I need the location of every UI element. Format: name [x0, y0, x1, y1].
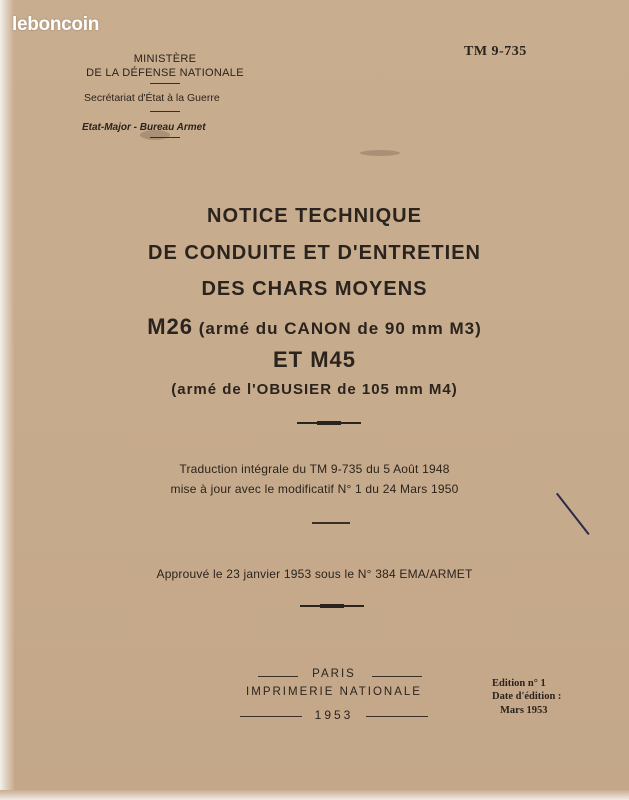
divider [150, 137, 180, 138]
ornament-center [317, 421, 341, 425]
imprint-city: PARIS [312, 668, 356, 680]
ornament-rule [297, 422, 361, 424]
stain-mark [360, 150, 400, 156]
model-name: M26 [147, 314, 194, 339]
approval-text: Approuvé le 23 janvier 1953 sous le N° 384 EMA/ARMET [156, 567, 473, 581]
imprint-year: 1953 [314, 708, 354, 722]
divider [312, 522, 350, 524]
ornament-rule [300, 605, 364, 607]
title-line: (armé de l'OBUSIER de 105 mm M4) [171, 381, 458, 398]
page-edge-left [0, 0, 14, 800]
ministry-line: MINISTÈRE [133, 53, 197, 65]
bureau-text: Etat-Major - Bureau Armet [82, 122, 206, 133]
title-line [0, 314, 629, 340]
divider [150, 111, 180, 112]
divider [150, 83, 180, 84]
translation-line: Traduction intégrale du TM 9-735 du 5 Août 1948 [179, 462, 450, 476]
edition-number: Edition n° 1 [492, 678, 546, 689]
edition-date: Mars 1953 [500, 705, 548, 716]
ministry-heading [70, 52, 260, 80]
ornament-center [320, 604, 344, 608]
imprint-printer: IMPRIMERIE NATIONALE [246, 686, 422, 698]
page-edge-bottom [0, 790, 629, 800]
tm-number: TM 9-735 [464, 44, 527, 59]
translation-line: mise à jour avec le modificatif N° 1 du 24 Mars 1950 [170, 482, 459, 496]
model-armament: (armé du CANON de 90 mm M3) [193, 319, 482, 338]
title-line: DES CHARS MOYENS [201, 278, 428, 300]
secretariat-text: Secrétariat d'État à la Guerre [84, 92, 220, 104]
ministry-line: DE LA DÉFENSE NATIONALE [86, 67, 244, 79]
pen-mark [556, 493, 590, 535]
leboncoin-logo: leboncoin [12, 14, 100, 35]
title-line: DE CONDUITE ET D'ENTRETIEN [148, 242, 481, 264]
title-line: NOTICE TECHNIQUE [207, 205, 422, 227]
title-line: ET M45 [272, 347, 357, 372]
edition-date-label: Date d'édition : [492, 691, 562, 702]
